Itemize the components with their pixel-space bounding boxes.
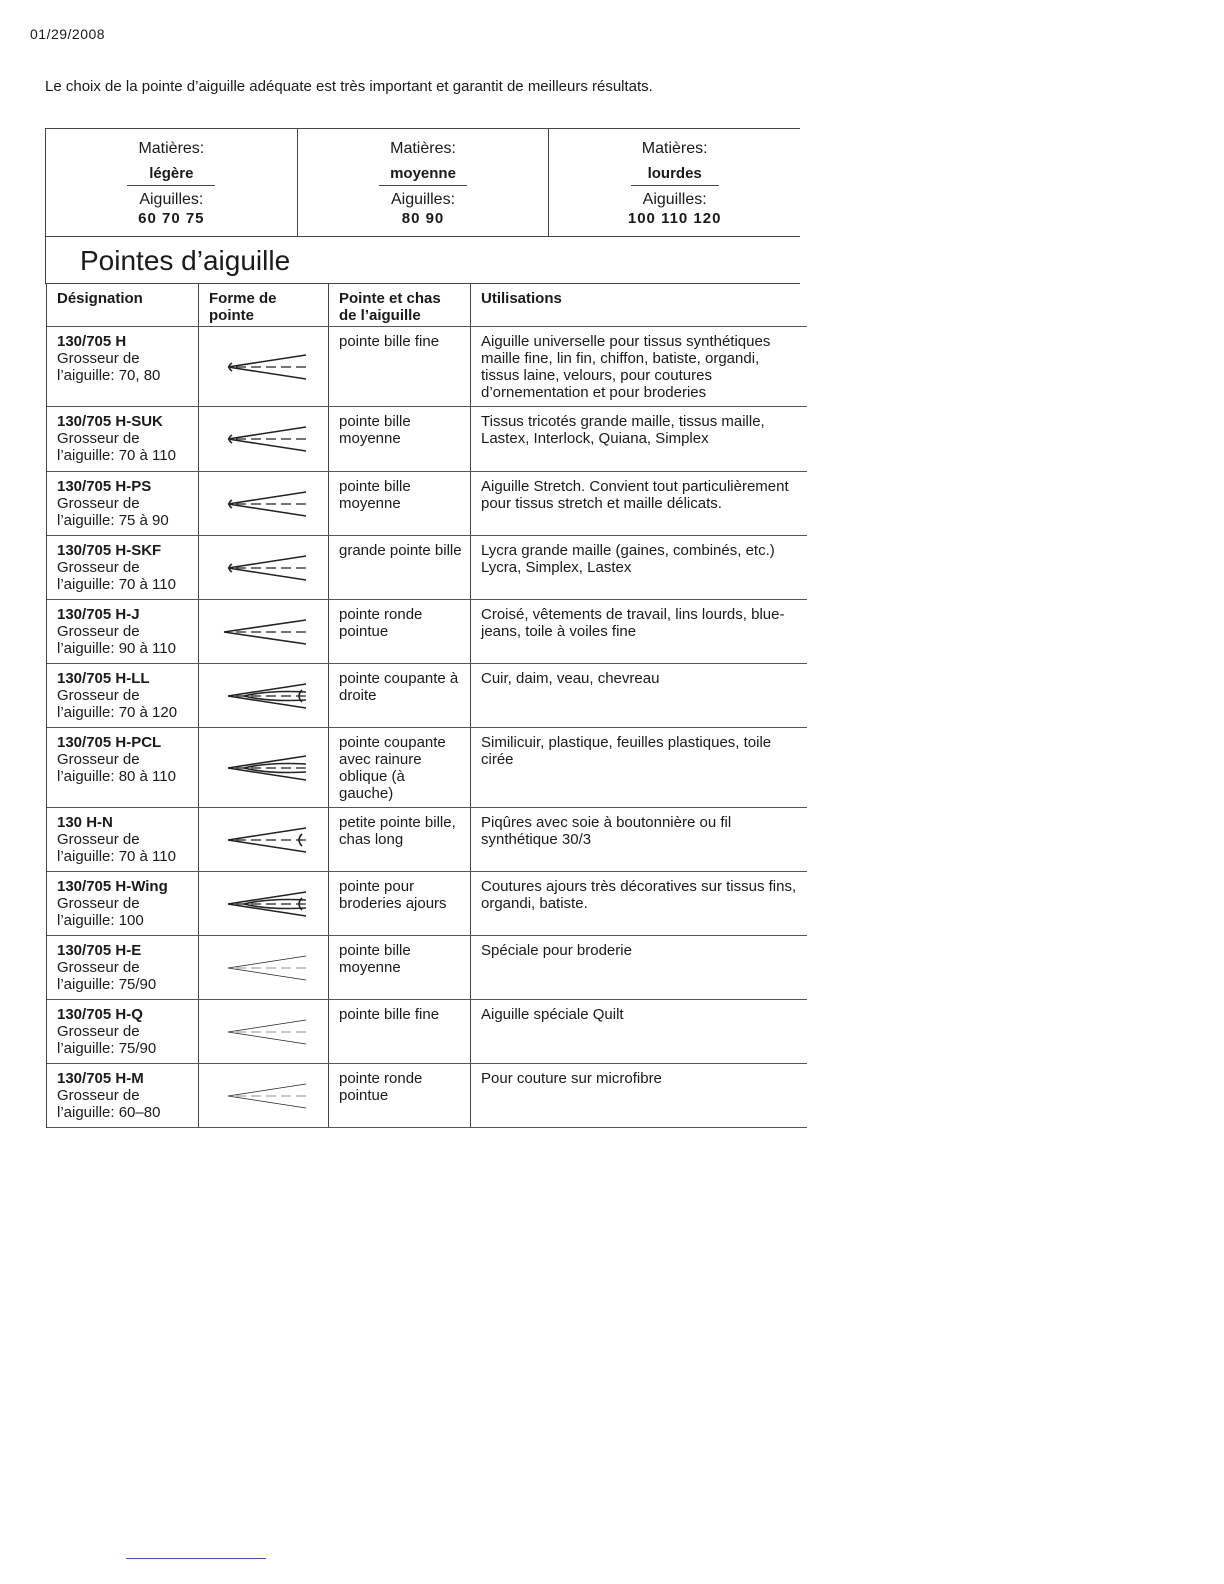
needle-point-icon — [214, 884, 314, 924]
point-type-cell: pointe ronde pointue — [329, 600, 471, 663]
needle-sizes: 80 90 — [401, 210, 445, 227]
table-row — [47, 327, 807, 407]
point-shape-cell — [199, 936, 329, 999]
footer-divider — [126, 1558, 266, 1559]
point-shape-cell — [199, 808, 329, 871]
designation-cell — [47, 808, 199, 871]
material-label: Matières: — [390, 140, 456, 157]
needle-point-icon — [214, 419, 314, 459]
point-shape-cell — [199, 664, 329, 727]
needle-code: 130/705 H-Wing — [57, 878, 168, 895]
material-light — [46, 129, 298, 236]
needle-code: 130/705 H-PCL — [57, 734, 162, 751]
point-shape-cell — [199, 472, 329, 535]
point-type-cell: pointe bille fine — [329, 327, 471, 406]
needle-sizes: 100 110 120 — [627, 210, 722, 227]
usage-cell: Aiguille universelle pour tissus synthétiques maille fine, lin fin, chiffon, batiste, organdi, tissus laine, velours, pour coutures d’ornementation et pour broderies — [481, 333, 771, 401]
needle-code: 130/705 H — [57, 333, 127, 350]
point-shape-cell — [199, 872, 329, 935]
needle-point-icon — [214, 347, 314, 387]
usage-cell: Aiguille Stretch. Convient tout particulièrement pour tissus stretch et maille délicats. — [481, 478, 789, 512]
designation-cell — [47, 472, 199, 535]
designation-cell — [47, 536, 199, 599]
point-type-cell: petite pointe bille, chas long — [329, 808, 471, 871]
needle-code: 130/705 H-SUK — [57, 413, 163, 430]
needle-point-icon — [214, 948, 314, 988]
usage-cell: Piqûres avec soie à boutonnière ou fil synthétique 30/3 — [481, 814, 732, 848]
intro-text: Le choix de la pointe d’aiguille adéquate est très important et garantit de meilleurs résultats. — [45, 78, 653, 95]
designation-cell — [47, 407, 199, 471]
material-medium — [298, 129, 550, 236]
needle-points-table — [46, 284, 807, 1128]
point-shape-cell — [199, 1064, 329, 1127]
column-header: Désignation — [47, 284, 199, 326]
usage-cell: Aiguille spéciale Quilt — [481, 1006, 624, 1023]
designation-cell — [47, 728, 199, 807]
needle-point-icon — [214, 548, 314, 588]
point-shape-cell — [199, 728, 329, 807]
usage-cell: Spéciale pour broderie — [481, 942, 632, 959]
table-row — [47, 1000, 807, 1064]
table-row — [47, 472, 807, 536]
point-shape-cell — [199, 327, 329, 406]
designation-cell — [47, 1064, 199, 1127]
needle-point-icon — [214, 1012, 314, 1052]
table-row — [47, 872, 807, 936]
needle-code: 130/705 H-M — [57, 1070, 144, 1087]
needle-code: 130/705 H-SKF — [57, 542, 162, 559]
usage-cell: Croisé, vêtements de travail, lins lourds, blue-jeans, toile à voiles fine — [481, 606, 785, 640]
needle-code: 130/705 H-Q — [57, 1006, 143, 1023]
point-type-cell: pointe bille moyenne — [329, 936, 471, 999]
material-heavy — [549, 129, 800, 236]
designation-cell — [47, 1000, 199, 1063]
document-date: 01/29/2008 — [30, 26, 106, 42]
section-title: Pointes d’aiguille — [45, 236, 800, 284]
usage-cell: Coutures ajours très décoratives sur tissus fins, organdi, batiste. — [481, 878, 797, 912]
needle-size: Grosseur de l’aiguille: 70, 80 — [57, 350, 161, 384]
point-shape-cell — [199, 536, 329, 599]
point-type-cell: pointe coupante avec rainure oblique (à gauche) — [329, 728, 471, 807]
needle-size: Grosseur de l’aiguille: 60–80 — [57, 1087, 161, 1121]
material-label: Matières: — [138, 140, 205, 157]
point-shape-cell — [199, 407, 329, 471]
needle-point-icon — [214, 676, 314, 716]
table-row — [47, 664, 807, 728]
needle-point-icon — [214, 612, 314, 652]
material-weight: moyenne — [379, 158, 467, 186]
needle-size: Grosseur de l’aiguille: 70 à 110 — [57, 430, 176, 464]
material-weight: lourdes — [631, 158, 719, 186]
needles-label: Aiguilles: — [642, 191, 707, 208]
point-shape-cell — [199, 600, 329, 663]
column-header: Forme de pointe — [199, 284, 329, 326]
needle-point-icon — [214, 484, 314, 524]
point-type-cell: grande pointe bille — [329, 536, 471, 599]
materials-table — [45, 128, 800, 236]
needle-size: Grosseur de l’aiguille: 90 à 110 — [57, 623, 176, 657]
point-type-cell: pointe bille moyenne — [329, 472, 471, 535]
needle-size: Grosseur de l’aiguille: 100 — [57, 895, 144, 929]
designation-cell — [47, 327, 199, 406]
needle-sizes: 60 70 75 — [138, 210, 205, 227]
table-header-row — [47, 284, 807, 327]
needle-size: Grosseur de l’aiguille: 75/90 — [57, 959, 157, 993]
designation-cell — [47, 936, 199, 999]
needle-point-icon — [214, 1076, 314, 1116]
needle-point-icon — [214, 820, 314, 860]
point-type-cell: pointe bille moyenne — [329, 407, 471, 471]
needles-label: Aiguilles: — [390, 191, 456, 208]
point-shape-cell — [199, 1000, 329, 1063]
table-row — [47, 936, 807, 1000]
table-row — [47, 536, 807, 600]
needle-point-icon — [214, 748, 314, 788]
material-label: Matières: — [641, 140, 708, 157]
designation-cell — [47, 872, 199, 935]
point-type-cell: pointe ronde pointue — [329, 1064, 471, 1127]
material-weight: légère — [127, 158, 215, 186]
needles-label: Aiguilles: — [139, 191, 204, 208]
needle-size: Grosseur de l’aiguille: 70 à 120 — [57, 687, 178, 721]
needle-code: 130/705 H-J — [57, 606, 140, 623]
needle-code: 130/705 H-E — [57, 942, 142, 959]
needle-size: Grosseur de l’aiguille: 75/90 — [57, 1023, 157, 1057]
usage-cell: Pour couture sur microfibre — [481, 1070, 662, 1087]
designation-cell — [47, 664, 199, 727]
column-header: Pointe et chas de l’aiguille — [329, 284, 471, 326]
usage-cell: Cuir, daim, veau, chevreau — [481, 670, 660, 687]
needle-code: 130 H-N — [57, 814, 113, 831]
table-row — [47, 808, 807, 872]
needle-size: Grosseur de l’aiguille: 80 à 110 — [57, 751, 176, 785]
needle-code: 130/705 H-PS — [57, 478, 152, 495]
needle-size: Grosseur de l’aiguille: 70 à 110 — [57, 831, 176, 865]
needle-size: Grosseur de l’aiguille: 70 à 110 — [57, 559, 176, 593]
usage-cell: Lycra grande maille (gaines, combinés, etc.) Lycra, Simplex, Lastex — [481, 542, 775, 576]
usage-cell: Tissus tricotés grande maille, tissus maille, Lastex, Interlock, Quiana, Simplex — [481, 413, 765, 447]
usage-cell: Similicuir, plastique, feuilles plastiques, toile cirée — [481, 734, 772, 768]
point-type-cell: pointe pour broderies ajours — [329, 872, 471, 935]
needle-code: 130/705 H-LL — [57, 670, 150, 687]
table-row — [47, 407, 807, 472]
table-row — [47, 728, 807, 808]
point-type-cell: pointe bille fine — [329, 1000, 471, 1063]
needle-size: Grosseur de l’aiguille: 75 à 90 — [57, 495, 169, 529]
table-row — [47, 1064, 807, 1128]
designation-cell — [47, 600, 199, 663]
table-row — [47, 600, 807, 664]
point-type-cell: pointe coupante à droite — [329, 664, 471, 727]
column-header: Utilisations — [481, 290, 562, 307]
